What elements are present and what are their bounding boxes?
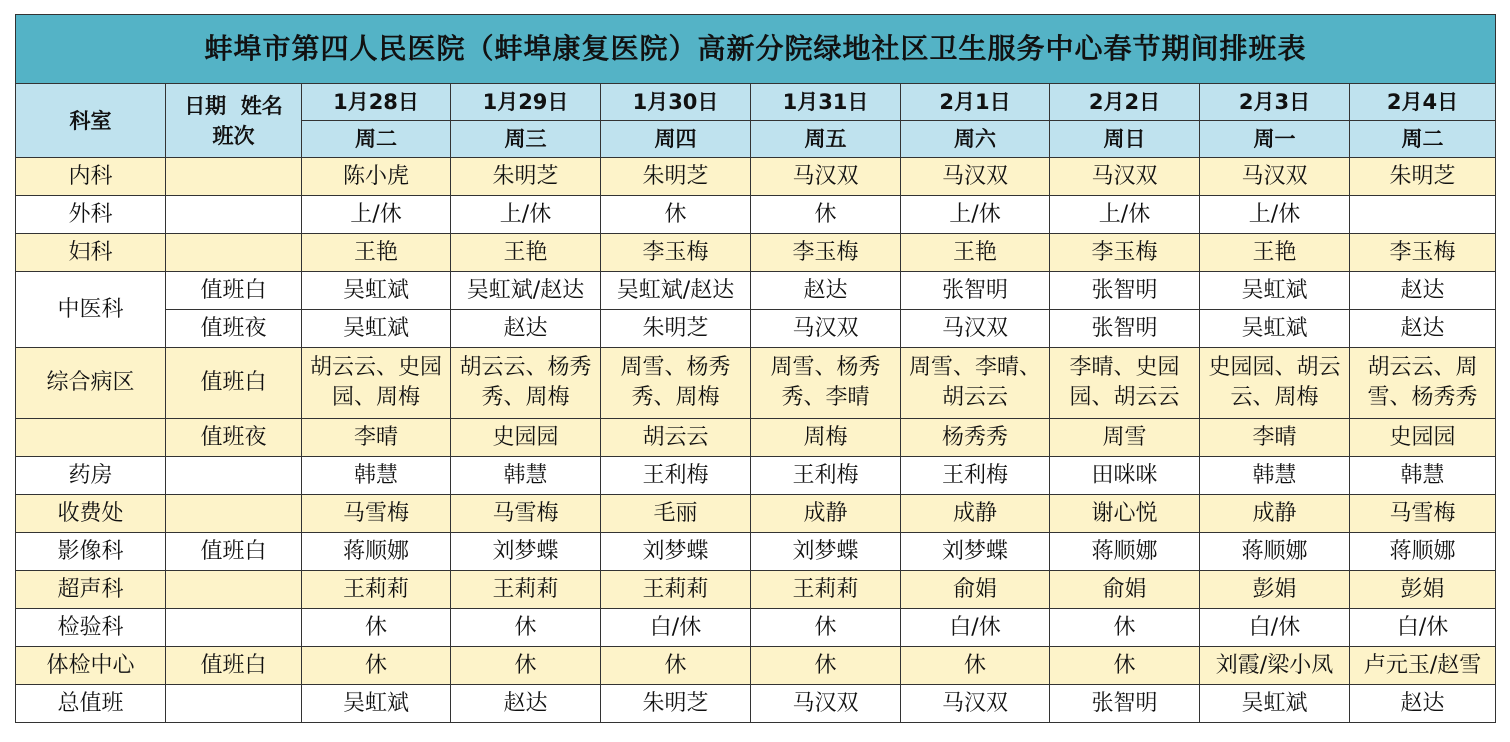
dept-cell: 体检中心 [16,647,166,685]
schedule-cell: 赵达 [1350,310,1496,348]
schedule-cell: 休 [751,609,901,647]
schedule-sheet [15,14,1495,726]
shift-cell: 值班夜 [166,419,302,457]
schedule-cell: 马汉双 [1050,158,1200,196]
schedule-cell: 胡云云 [601,419,751,457]
schedule-cell: 吴虹斌 [302,685,451,723]
schedule-cell: 李玉梅 [1350,234,1496,272]
schedule-cell: 俞娟 [901,571,1050,609]
schedule-cell: 休 [1050,647,1200,685]
schedule-cell: 俞娟 [1050,571,1200,609]
schedule-cell: 马雪梅 [302,495,451,533]
schedule-cell: 吴虹斌 [302,310,451,348]
schedule-cell: 休 [451,609,601,647]
schedule-cell: 王艳 [302,234,451,272]
schedule-cell: 王利梅 [901,457,1050,495]
schedule-cell: 周雪、李晴、胡云云 [901,348,1050,419]
schedule-cell: 休 [901,647,1050,685]
schedule-cell: 王莉莉 [302,571,451,609]
schedule-cell: 刘梦蝶 [901,533,1050,571]
schedule-cell: 朱明芝 [601,685,751,723]
schedule-cell: 毛丽 [601,495,751,533]
schedule-cell: 王莉莉 [451,571,601,609]
shift-cell: 值班白 [166,533,302,571]
schedule-cell: 李玉梅 [601,234,751,272]
dept-cell [16,419,166,457]
schedule-cell: 卢元玉/赵雪 [1350,647,1496,685]
schedule-cell: 彭娟 [1200,571,1350,609]
weekday-header: 周六 [901,121,1050,158]
dept-cell: 超声科 [16,571,166,609]
table-row [16,647,1496,685]
schedule-cell: 张智明 [1050,310,1200,348]
schedule-cell: 韩慧 [302,457,451,495]
shift-cell [166,234,302,272]
shift-cell [166,158,302,196]
schedule-cell: 李玉梅 [751,234,901,272]
schedule-cell: 张智明 [1050,685,1200,723]
schedule-cell: 朱明芝 [1350,158,1496,196]
schedule-cell: 吴虹斌/赵达 [601,272,751,310]
schedule-cell: 韩慧 [451,457,601,495]
schedule-cell: 休 [751,196,901,234]
table-row [16,495,1496,533]
schedule-cell: 上/休 [1200,196,1350,234]
schedule-cell: 周梅 [751,419,901,457]
schedule-cell: 李晴 [1200,419,1350,457]
shift-cell: 值班夜 [166,310,302,348]
schedule-cell: 李玉梅 [1050,234,1200,272]
shift-cell [166,495,302,533]
schedule-cell: 朱明芝 [601,158,751,196]
schedule-cell: 休 [302,647,451,685]
shift-cell [166,609,302,647]
schedule-cell: 马汉双 [901,158,1050,196]
schedule-cell: 李晴 [302,419,451,457]
table-row [16,533,1496,571]
schedule-cell: 马汉双 [901,685,1050,723]
table-row [16,571,1496,609]
schedule-cell: 成静 [751,495,901,533]
schedule-cell: 王艳 [901,234,1050,272]
schedule-cell: 杨秀秀 [901,419,1050,457]
schedule-cell: 蒋顺娜 [1050,533,1200,571]
schedule-cell: 赵达 [451,685,601,723]
weekday-header: 周五 [751,121,901,158]
corner-header-line2: 班次 [212,123,255,148]
schedule-cell: 白/休 [1350,609,1496,647]
schedule-cell: 休 [451,647,601,685]
dept-cell: 总值班 [16,685,166,723]
schedule-cell: 胡云云、史园园、周梅 [302,348,451,419]
schedule-cell: 韩慧 [1200,457,1350,495]
shift-cell [166,685,302,723]
schedule-cell: 王艳 [1200,234,1350,272]
schedule-cell: 上/休 [1050,196,1200,234]
schedule-cell: 蒋顺娜 [1350,533,1496,571]
schedule-cell: 王莉莉 [751,571,901,609]
schedule-cell: 张智明 [901,272,1050,310]
schedule-cell: 马雪梅 [451,495,601,533]
schedule-cell: 胡云云、杨秀秀、周梅 [451,348,601,419]
shift-cell [166,457,302,495]
date-header: 2月2日 [1050,84,1200,121]
schedule-cell: 陈小虎 [302,158,451,196]
schedule-cell: 周雪 [1050,419,1200,457]
schedule-cell: 休 [601,647,751,685]
schedule-cell: 白/休 [901,609,1050,647]
table-row [16,158,1496,196]
schedule-cell: 刘梦蝶 [451,533,601,571]
table-row [16,234,1496,272]
schedule-cell: 吴虹斌 [1200,685,1350,723]
dept-cell: 妇科 [16,234,166,272]
dept-cell: 外科 [16,196,166,234]
schedule-cell: 史园园、胡云云、周梅 [1200,348,1350,419]
dept-cell: 收费处 [16,495,166,533]
schedule-cell: 成静 [1200,495,1350,533]
schedule-cell: 吴虹斌 [1200,310,1350,348]
schedule-cell: 田咪咪 [1050,457,1200,495]
schedule-cell: 白/休 [601,609,751,647]
schedule-cell: 蒋顺娜 [1200,533,1350,571]
schedule-cell: 马汉双 [751,158,901,196]
schedule-cell: 赵达 [1350,685,1496,723]
schedule-cell: 马汉双 [901,310,1050,348]
schedule-cell: 刘梦蝶 [751,533,901,571]
weekday-header: 周二 [302,121,451,158]
schedule-cell [1350,196,1496,234]
date-header: 1月28日 [302,84,451,121]
shift-cell: 值班白 [166,272,302,310]
date-header: 2月4日 [1350,84,1496,121]
schedule-cell: 谢心悦 [1050,495,1200,533]
schedule-cell: 李晴、史园园、胡云云 [1050,348,1200,419]
schedule-cell: 史园园 [451,419,601,457]
dept-header: 科室 [16,84,166,158]
dept-cell: 影像科 [16,533,166,571]
schedule-cell: 王艳 [451,234,601,272]
schedule-cell: 张智明 [1050,272,1200,310]
schedule-cell: 吴虹斌/赵达 [451,272,601,310]
schedule-cell: 赵达 [751,272,901,310]
date-header: 2月3日 [1200,84,1350,121]
dept-cell: 内科 [16,158,166,196]
table-row [16,348,1496,419]
schedule-cell: 白/休 [1200,609,1350,647]
date-header: 1月29日 [451,84,601,121]
schedule-cell: 成静 [901,495,1050,533]
dept-cell: 综合病区 [16,348,166,419]
date-header: 1月31日 [751,84,901,121]
schedule-cell: 王莉莉 [601,571,751,609]
schedule-cell: 刘梦蝶 [601,533,751,571]
schedule-cell: 休 [302,609,451,647]
schedule-cell: 马汉双 [751,685,901,723]
dept-cell: 中医科 [16,272,166,348]
schedule-cell: 赵达 [451,310,601,348]
schedule-cell: 上/休 [302,196,451,234]
schedule-cell: 周雪、杨秀秀、李晴 [751,348,901,419]
schedule-cell: 朱明芝 [451,158,601,196]
schedule-cell: 马汉双 [751,310,901,348]
schedule-cell: 朱明芝 [601,310,751,348]
schedule-cell: 周雪、杨秀秀、周梅 [601,348,751,419]
table-row [16,272,1496,310]
schedule-cell: 王利梅 [601,457,751,495]
table-row [16,196,1496,234]
shift-cell: 值班白 [166,647,302,685]
table-row [16,310,1496,348]
schedule-cell: 刘霞/梁小凤 [1200,647,1350,685]
table-row [16,609,1496,647]
schedule-cell: 休 [751,647,901,685]
weekday-header: 周三 [451,121,601,158]
schedule-title: 蚌埠市第四人民医院（蚌埠康复医院）高新分院绿地社区卫生服务中心春节期间排班表 [16,15,1496,84]
shift-cell [166,196,302,234]
weekday-header: 周一 [1200,121,1350,158]
dept-cell: 检验科 [16,609,166,647]
date-header: 1月30日 [601,84,751,121]
weekday-header: 周四 [601,121,751,158]
table-row [16,457,1496,495]
corner-header [166,84,302,158]
dept-cell: 药房 [16,457,166,495]
corner-header-line1: 日期 姓名 [184,93,283,118]
schedule-cell: 马汉双 [1200,158,1350,196]
shift-cell: 值班白 [166,348,302,419]
schedule-cell: 休 [1050,609,1200,647]
weekday-header: 周二 [1350,121,1496,158]
schedule-cell: 王利梅 [751,457,901,495]
schedule-cell: 韩慧 [1350,457,1496,495]
schedule-cell: 胡云云、周雪、杨秀秀 [1350,348,1496,419]
schedule-cell: 史园园 [1350,419,1496,457]
shift-cell [166,571,302,609]
schedule-cell: 赵达 [1350,272,1496,310]
schedule-table [15,14,1496,723]
schedule-cell: 彭娟 [1350,571,1496,609]
schedule-cell: 上/休 [451,196,601,234]
schedule-cell: 上/休 [901,196,1050,234]
schedule-cell: 蒋顺娜 [302,533,451,571]
schedule-cell: 吴虹斌 [302,272,451,310]
schedule-cell: 休 [601,196,751,234]
table-row [16,685,1496,723]
weekday-header: 周日 [1050,121,1200,158]
schedule-cell: 吴虹斌 [1200,272,1350,310]
table-row [16,419,1496,457]
date-header: 2月1日 [901,84,1050,121]
schedule-cell: 马雪梅 [1350,495,1496,533]
